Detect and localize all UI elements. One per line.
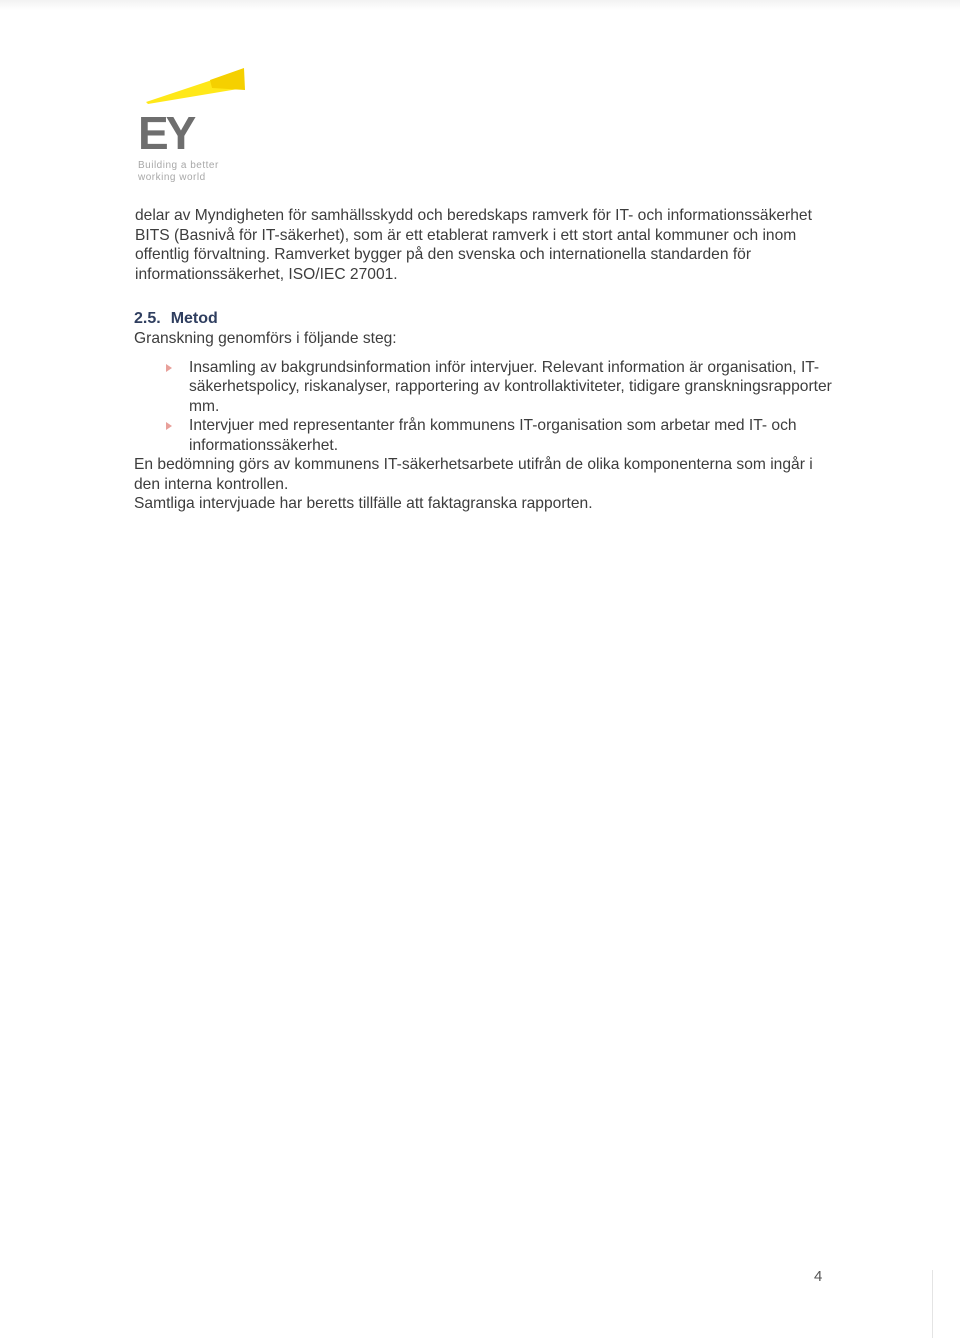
section-title: Metod xyxy=(170,310,218,327)
section-number: 2.5. xyxy=(134,310,161,327)
body-paragraph-assessment: En bedömning görs av kommunens IT-säkerhetsarbete utifrån de olika komponenterna som ingår i den interna kontrollen. xyxy=(134,456,813,493)
ey-logo xyxy=(138,66,258,188)
ey-tagline-line1: Building a better xyxy=(138,160,219,171)
triangle-bullet-icon xyxy=(166,422,172,430)
method-step-item xyxy=(134,358,834,417)
method-step-item xyxy=(134,416,834,455)
ey-logo-tagline xyxy=(138,160,248,184)
scan-shadow xyxy=(0,0,960,10)
method-step-text: Intervjuer med representanter från kommunens IT-organisation som arbetar med IT- och informationssäkerhet. xyxy=(189,417,797,454)
method-intro: Granskning genomförs i följande steg: xyxy=(134,330,397,347)
method-step-text: Insamling av bakgrundsinformation inför intervjuer. Relevant information är organisation, IT-säkerhetspolicy, riskanalyser, rapportering av kontrollaktiviteter, tidigare granskningsrapporter mm. xyxy=(189,358,832,415)
body-paragraph-factcheck: Samtliga intervjuade har beretts tillfälle att faktagranska rapporten. xyxy=(134,495,593,512)
ey-logo-beam-icon xyxy=(138,66,248,106)
page-number: 4 xyxy=(814,1268,823,1285)
scan-edge-line xyxy=(932,1270,933,1338)
method-steps-list xyxy=(134,358,834,456)
section-heading xyxy=(134,309,834,329)
triangle-bullet-icon xyxy=(166,364,172,372)
ey-tagline-line2: working world xyxy=(138,172,206,183)
document-body xyxy=(134,206,834,514)
body-paragraph-framework: delar av Myndigheten för samhällsskydd och beredskaps ramverk för IT- och informationssäkerhet BITS (Basnivå för IT-säkerhet), som är ett etablerat ramverk i ett stort antal kommuner och inom offentlig förvaltning. Ramverket bygger på den svenska och internationella standarden för informationssäkerhet, ISO/IEC 27001. xyxy=(135,207,812,283)
ey-logo-letters: EY xyxy=(138,107,194,159)
